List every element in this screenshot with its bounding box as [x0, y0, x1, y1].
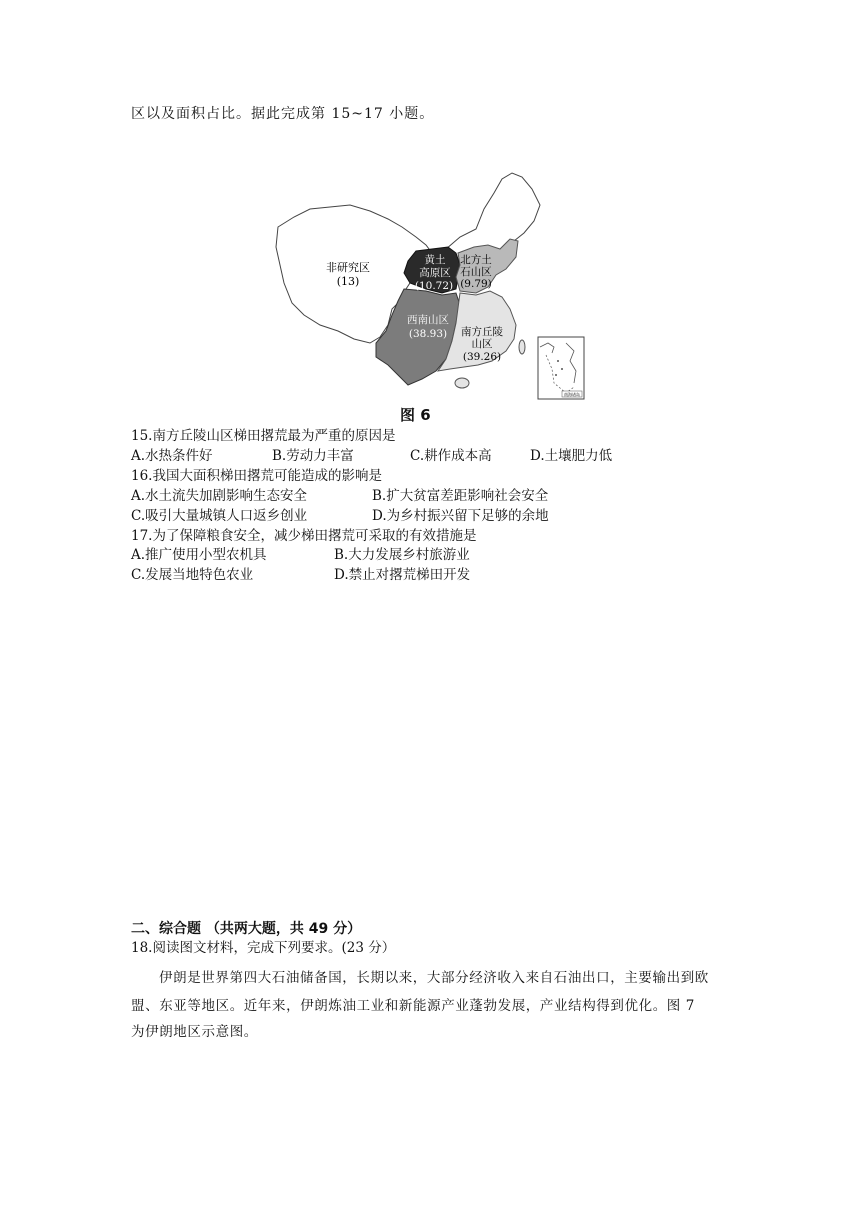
q18-paragraph-line1: 伊朗是世界第四大石油储备国，长期以来，大部分经济收入来自石油出口，主要输出到欧 — [159, 970, 709, 986]
loess-label-line2: 高原区 — [419, 267, 451, 279]
q18-paragraph-line3: 为伊朗地区示意图。 — [131, 1024, 258, 1040]
figure-caption: 图 6 — [400, 406, 431, 424]
q15-option-c[interactable]: C.耕作成本高 — [410, 448, 492, 464]
question-15-stem: 15.南方丘陵山区梯田撂荒最为严重的原因是 — [131, 428, 396, 444]
question-17-stem: 17.为了保障粮食安全，减少梯田撂荒可采取的有效措施是 — [131, 528, 477, 544]
northern-label-line1: 北方土 — [460, 254, 492, 266]
southern-value: (39.26) — [462, 351, 502, 363]
q17-option-d[interactable]: D.禁止对撂荒梯田开发 — [334, 567, 471, 583]
southwest-label: 西南山区 — [407, 314, 449, 326]
southern-label-line2: 山区 — [471, 338, 493, 350]
non-study-value: (13) — [336, 275, 360, 288]
inset-label: 南海诸岛 — [564, 392, 580, 397]
northern-value: (9.79) — [460, 278, 492, 290]
question-16-stem: 16.我国大面积梯田撂荒可能造成的影响是 — [131, 468, 382, 484]
inset-island — [555, 374, 557, 376]
inset-island — [561, 368, 563, 370]
question-18-stem: 18.阅读图文材料，完成下列要求。(23 分） — [131, 940, 396, 956]
taiwan-island — [519, 340, 525, 354]
q18-paragraph-line2: 盟、东亚等地区。近年来，伊朗炼油工业和新能源产业蓬勃发展，产业结构得到优化。图 7 — [131, 998, 695, 1014]
q16-option-a[interactable]: A.水土流失加剧影响生态安全 — [131, 488, 308, 504]
q17-option-a[interactable]: A.推广使用小型农机具 — [131, 547, 267, 563]
q16-option-d[interactable]: D.为乡村振兴留下足够的余地 — [372, 508, 549, 524]
q17-option-b[interactable]: B.大力发展乡村旅游业 — [334, 547, 470, 563]
loess-value: (10.72) — [414, 280, 454, 292]
loess-label-line1: 黄土 — [424, 254, 446, 266]
non-study-label: 非研究区 — [326, 261, 370, 274]
q15-option-b[interactable]: B.劳动力丰富 — [272, 448, 354, 464]
q15-option-a[interactable]: A.水热条件好 — [131, 448, 213, 464]
southern-label-line1: 南方丘陵 — [461, 326, 503, 338]
q16-option-b[interactable]: B.扩大贫富差距影响社会安全 — [372, 488, 549, 504]
q17-option-c[interactable]: C.发展当地特色农业 — [131, 567, 254, 583]
intro-text: 区以及面积占比。据此完成第 15~17 小题。 — [131, 106, 435, 122]
hainan-island — [455, 378, 469, 388]
china-region-map — [270, 165, 590, 405]
section-2-title: 二、综合题 （共两大题，共 49 分） — [131, 921, 362, 937]
inset-island — [557, 360, 559, 362]
northern-label-line2: 石山区 — [460, 266, 492, 278]
q16-option-c[interactable]: C.吸引大量城镇人口返乡创业 — [131, 508, 308, 524]
q15-option-d[interactable]: D.土壤肥力低 — [530, 448, 613, 464]
south-china-sea-inset — [538, 337, 584, 399]
southwest-value: (38.93) — [408, 328, 448, 340]
